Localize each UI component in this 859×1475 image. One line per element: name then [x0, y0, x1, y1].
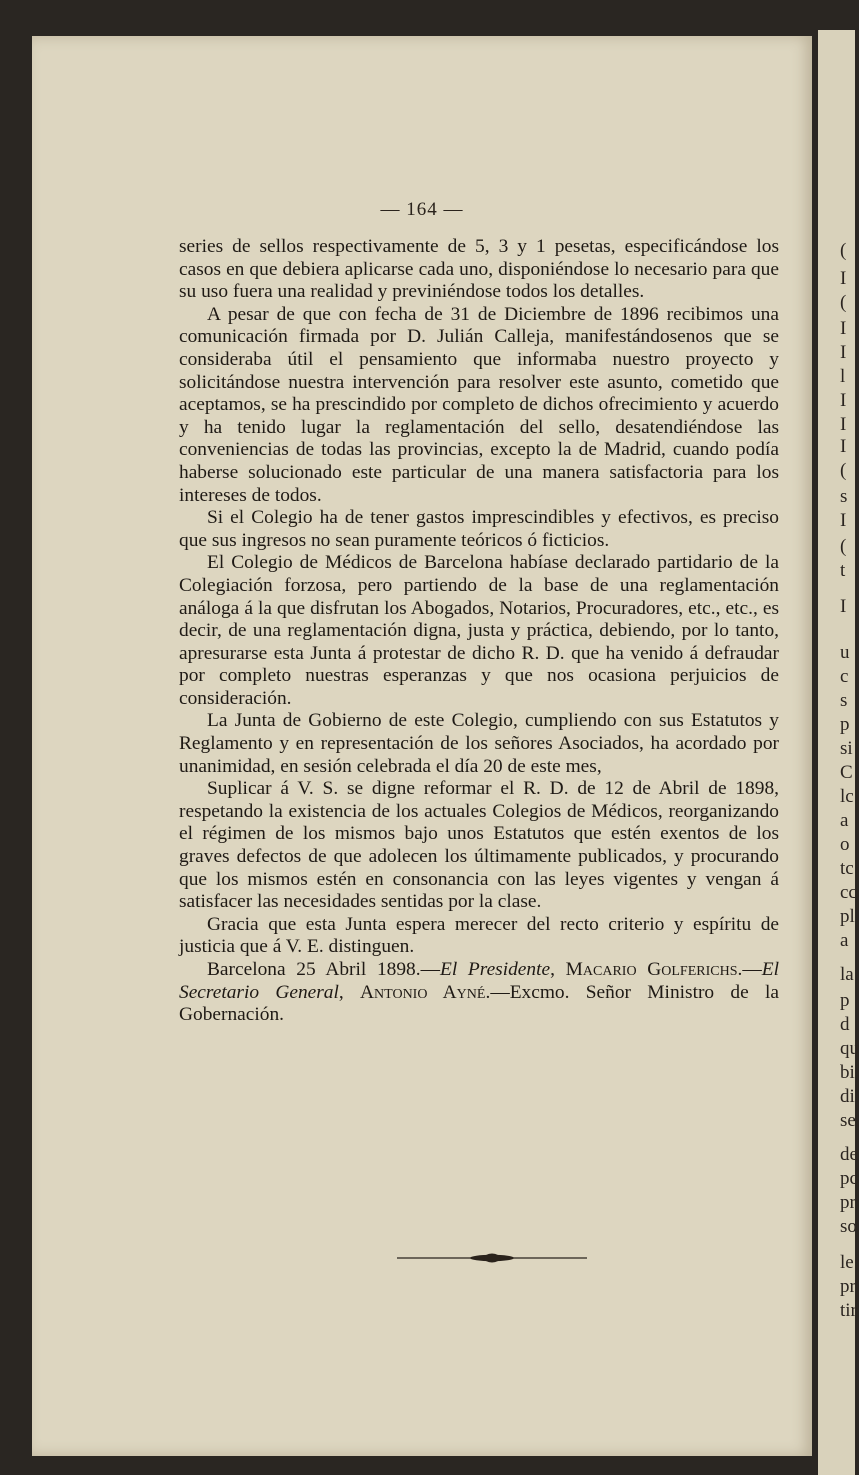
body-text	[179, 236, 779, 1027]
facing-page-fragment: s	[840, 486, 848, 507]
separator: ,	[338, 981, 361, 1003]
paragraph-4: El Colegio de Médicos de Barcelona habíase declarado partidario de la Colegiación forzosa, pero partiendo de la base de una reglamentación análoga á la que disfrutan los Abogados, Notarios, Procuradores, etc., etc., es decir, de una reglamentación digna, justa y práctica, debiendo, por lo tanto, apresurarse esta Junta á protestar de dicho R. D. que ha venido á defraudar por completo nuestras esperanzas y que nos ocasiona perjuicios de consideración.	[179, 552, 779, 709]
facing-page-fragment: si	[840, 738, 853, 759]
separator: ,	[550, 959, 566, 980]
facing-page-fragment: u	[840, 642, 850, 663]
facing-page-fragment: (	[840, 292, 847, 313]
page-number: — 164 —	[380, 199, 464, 220]
facing-page-fragment: I	[840, 510, 847, 531]
facing-page-fragment: a	[840, 810, 849, 831]
separator: .—	[737, 959, 762, 980]
book-page	[32, 36, 812, 1456]
facing-page-fragment: l	[840, 366, 846, 387]
facing-page-fragment: I	[840, 268, 847, 289]
facing-page-fragment: s	[840, 690, 848, 711]
paragraph-7: Gracia que esta Junta espera merecer del recto criterio y espíritu de justicia que á V. E. distinguen.	[179, 913, 779, 958]
president-name: Macario Golferichs	[565, 959, 738, 980]
facing-page-fragment: pl	[840, 906, 855, 927]
facing-page-fragment: I	[840, 390, 847, 411]
facing-page-fragment: (	[840, 536, 847, 557]
facing-page-fragment: cc	[840, 882, 857, 903]
facing-page-fragment: p	[840, 714, 850, 735]
facing-page-fragment: tir	[840, 1300, 857, 1321]
paragraph-1: series de sellos respectivamente de 5, 3 y 1 pesetas, especificándose los casos en que debiera aplicarse cada uno, disponiéndose lo necesario para que su uso fuera una realidad y previniéndose todos los detalles.	[179, 236, 779, 303]
facing-page-fragment: I	[840, 596, 847, 617]
signature-block	[179, 959, 779, 1027]
facing-page-fragment: o	[840, 834, 850, 855]
facing-page-fragment: (	[840, 460, 847, 481]
facing-page-fragment: qu	[840, 1038, 859, 1059]
facing-page-fragment: p	[840, 990, 850, 1011]
facing-page-fragment: c	[840, 666, 849, 687]
facing-page-fragment: I	[840, 318, 847, 339]
facing-page-fragment: (	[840, 240, 847, 261]
facing-page-fragment: se	[840, 1110, 856, 1131]
paragraph-6: Suplicar á V. S. se digne reformar el R. D. de 12 de Abril de 1898, respetando la existencia de los actuales Colegios de Médicos, reorganizando el régimen de los mismos bajo unos Estatutos que estén exentos de los graves defectos de que adolecen los últimamente publicados, y procurando que los mismos estén en consonancia con las leyes vigentes y vengan á satisfacer las necesidades sentidas por la clase.	[179, 778, 779, 913]
facing-page-fragment: lc	[840, 786, 854, 807]
paragraph-5: La Junta de Gobierno de este Colegio, cumpliendo con sus Estatutos y Reglamento y en representación de los señores Asociados, ha acordado por unanimidad, en sesión celebrada el día 20 de este mes,	[179, 710, 779, 777]
secretary-name: Antonio Ayné	[360, 981, 486, 1003]
facing-page-fragment: de	[840, 1144, 858, 1165]
facing-page-fragment: la	[840, 964, 854, 985]
paragraph-3: Si el Colegio ha de tener gastos imprescindibles y efectivos, es preciso que sus ingresos no sean puramente teóricos ó ficticios.	[179, 507, 779, 551]
facing-page-fragment: t	[840, 560, 846, 581]
place-date: Barcelona 25 Abril 1898.—	[207, 959, 440, 980]
closing: .—Excmo. Señor Ministro de la Gobernación.	[179, 981, 779, 1026]
president-title: El Presidente	[439, 959, 551, 980]
facing-page-fragment: a	[840, 930, 849, 951]
facing-page-fragment: pr	[840, 1276, 856, 1297]
facing-page-fragment: so	[840, 1216, 857, 1237]
divider-ornament	[397, 1251, 587, 1265]
secretary-title: El Secretario General	[179, 959, 779, 1003]
facing-page-fragment: I	[840, 414, 847, 435]
facing-page-fragment: d	[840, 1014, 850, 1035]
facing-page-fragment: le	[840, 1252, 854, 1273]
facing-page-fragment: bi	[840, 1062, 855, 1083]
facing-page-fragment: pc	[840, 1168, 858, 1189]
facing-page-fragment: I	[840, 436, 847, 457]
facing-page-fragment: C	[840, 762, 853, 783]
paragraph-2: A pesar de que con fecha de 31 de Diciembre de 1896 recibimos una comunicación firmada por D. Julián Calleja, manifestándosenos que se consideraba útil el pensamiento que informaba nuestro proyecto y solicitándose nuestra intervención para resolver este asunto, cometido que aceptamos, se ha prescindido por completo de dichos ofrecimiento y acuerdo y ha tenido lugar la reglamentación del sello, desatendiéndose las conveniencias de todas las provincias, excepto la de Madrid, cuando podía haberse solucionado este particular de una manera satisfactoria para los intereses de todos.	[179, 303, 779, 506]
facing-page-fragment: pr	[840, 1192, 856, 1213]
facing-page-fragment: di	[840, 1086, 855, 1107]
facing-page-edge	[818, 30, 859, 1475]
facing-page-fragment: I	[840, 342, 847, 363]
facing-page-fragment: tc	[840, 858, 854, 879]
